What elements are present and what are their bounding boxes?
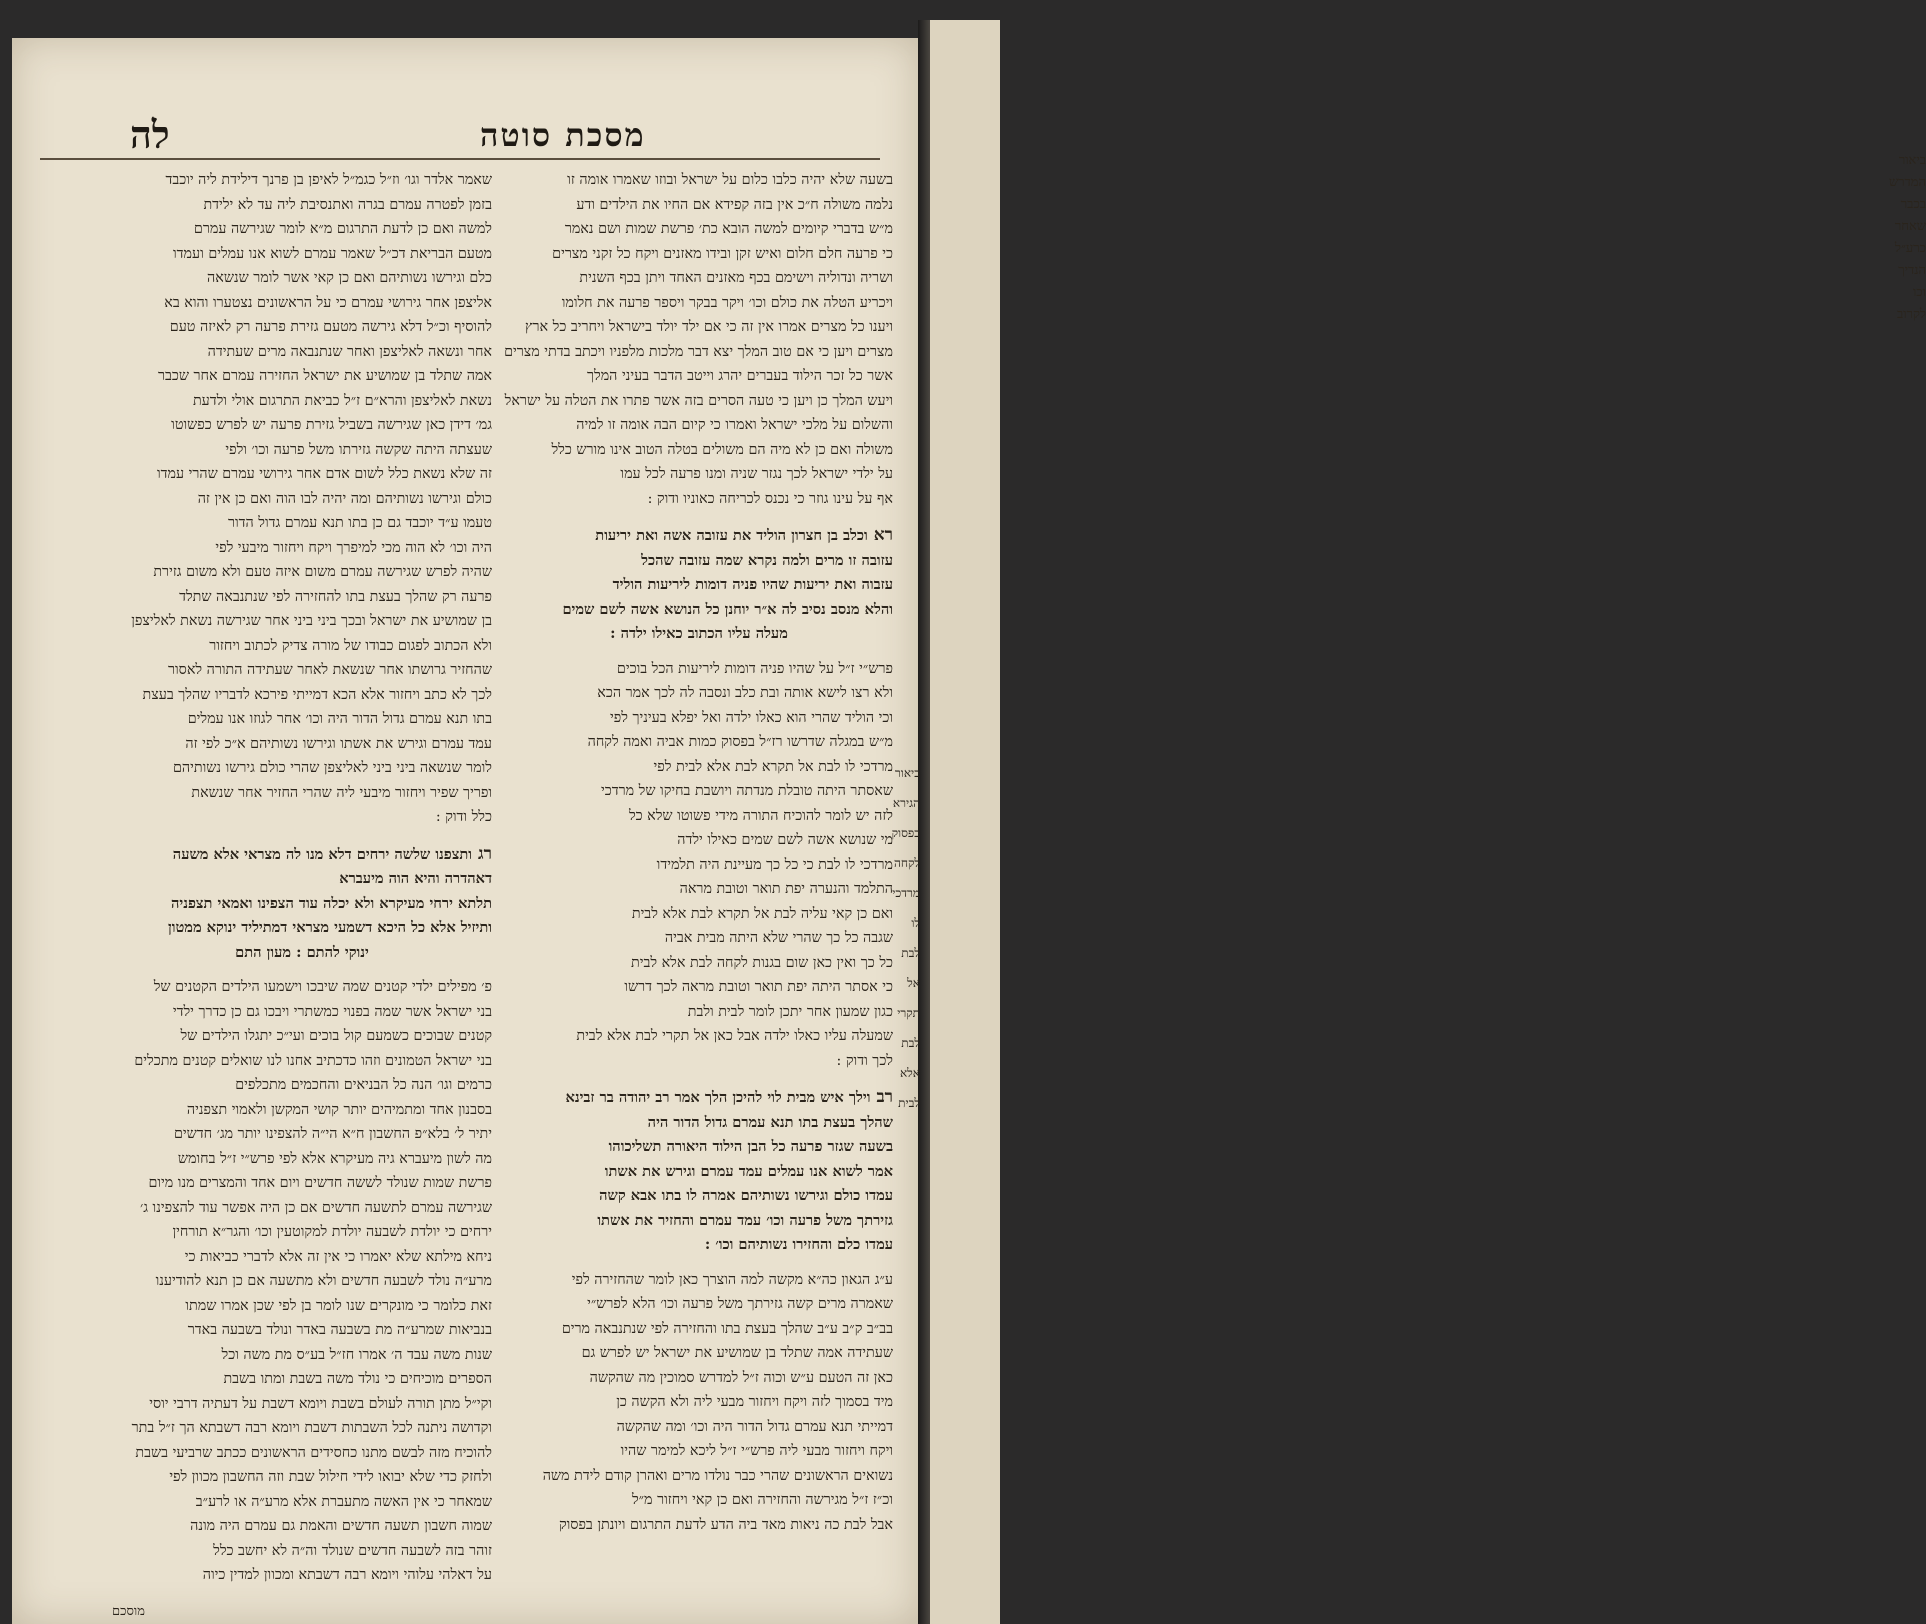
mishnah-block — [505, 523, 893, 647]
commentary-line: נשואים הראשונים שהרי כבר נולדו מרים ואהרן קודם לידת משה — [542, 1467, 893, 1484]
mishnah-block — [112, 842, 492, 966]
commentary-block — [112, 168, 492, 830]
commentary-line: ולחזק כדי שלא יבואו לידי חילול שבת וזה החשבון מכוון לפי — [169, 1469, 492, 1485]
commentary-line: ושריה ונדוליה וישימם בכף מאזנים האחד ויתן בכף השנית — [579, 270, 893, 286]
section-label: רא — [873, 525, 893, 545]
commentary-line: היה וכו׳ לא הוה מכי למיפרך ויקח ויחזור מיבעי לפי — [215, 539, 492, 556]
margin-line: לקחה — [893, 856, 920, 870]
commentary-line: שנות משה עבד ה׳ אמרו חז״ל בע״ס מת משה וכל — [221, 1346, 492, 1363]
commentary-line: שאמר אלדר וגו׳ וז״ל כגמ״ל לאיפן בן פרנך דילידת ליה יוכבד — [165, 172, 492, 188]
commentary-line: להוסיף וכ״ל דלא גירשה מטעם גזירת פרעה רק לאיזה טעם — [169, 319, 492, 335]
mishnah-line: עמדו כלם והחזירו נשותיהם וכו׳ : — [704, 1236, 893, 1253]
mishnah-line: עמדו כולם וגירשו נשותיהם אמרה לו בתו אבא קשה — [599, 1187, 893, 1204]
commentary-line: ולא הכתוב לפגום כבודו של מורה צדיק לכתוב ויחזור — [209, 637, 492, 654]
commentary-line: ויכריע הטלה את כולם וכו׳ ויקר בבקר ויספר פרעה את חלומו — [561, 294, 893, 311]
commentary-line: מרדכי לו לבת כי כל כך מעיינת היה תלמידו — [656, 856, 893, 873]
commentary-line: מצרים ויען כי אם טוב המלך יצא דבר מלכות מלפניו ויכתב בדתי מצרים — [504, 343, 893, 360]
left-column — [112, 168, 492, 1624]
next-page-edge — [930, 20, 1926, 1624]
commentary-line: ניחא מילתא שלא יאמרו כי אין זה אלא לדברי כביאות כי — [184, 1248, 492, 1265]
mishnah-line: ותצפנו שלשה ירחים דלא מנו לה מצראי אלא משעה — [172, 845, 473, 863]
gloss-line: לקרוב — [1896, 307, 1926, 322]
commentary-line: כולם וגירשו נשותיהם ומה יהיה לבו הוה ואם כן אין זה — [197, 490, 492, 507]
commentary-line: בתו תנא עמרם גדול הדור היה וכו׳ אחר לגוזו אנו עמלים — [187, 711, 492, 727]
catchword: מוסכם — [112, 1603, 145, 1619]
commentary-line: כי אסתר היתה יפת תואר וטובת מראה לכך דרשו — [624, 979, 893, 995]
mishnah-line: בשעה שגזר פרעה כל הבן הילוד היאורה תשליכוהו — [608, 1138, 893, 1155]
gloss-line: כרע״ל — [1894, 241, 1926, 256]
commentary-line: לכך ודוק : — [836, 1052, 893, 1069]
mishnah-line: ינוקי להתם : מעון התם — [235, 943, 369, 961]
commentary-line: אבל לבת כה ניאות מאד ביה הדע לדעת התרגום ויונתן בפסוק — [559, 1516, 893, 1533]
commentary-block — [112, 975, 492, 1588]
commentary-line: על ילדי ישראל לכך נגזר שניה ומנו פרעה לכל עמו — [620, 466, 893, 482]
commentary-line: מה לשון מיעברא גיה מעיקרא אלא לפי פרש״י ז״ל בחומש — [177, 1150, 492, 1167]
commentary-block — [505, 657, 893, 1074]
margin-line: בפסוק — [891, 826, 920, 840]
commentary-line: פרש״י ז״ל על שהיו פניה דומות ליריעות הכל בוכים — [616, 660, 893, 677]
commentary-line: אשר כל זכר הילוד בעברים יהרג וייטב הדבר בעיני המלך — [586, 368, 893, 384]
commentary-line: בנביאות שמרע״ה מת בשבעה באדר ונולד בשבעה באדר — [187, 1322, 492, 1338]
commentary-block — [505, 168, 893, 511]
commentary-block — [505, 1268, 893, 1538]
commentary-line: פ׳ מפילים ילדי קטנים שמה שיבכו וישמעו הילדים הקטנים של — [153, 979, 492, 995]
right-column — [505, 168, 893, 1549]
mishnah-line: עזובה זו מרים ולמה נקרא שמה עזובה שהכל — [641, 551, 893, 569]
commentary-line: התלמד והנערה יפת תואר וטובת מראה — [679, 881, 893, 897]
commentary-line: ע״ג הגאון כה״א מקשה למה הוצרך כאן לומר שהחזירה לפי — [571, 1271, 893, 1288]
commentary-line: זוהר בזה לשבעה חדשים שנולד וה״ה לא יחשב כלל — [213, 1542, 492, 1559]
commentary-line: שמאחר כי אין האשה מתעברת אלא מרע״ה או לרע״ב — [195, 1493, 492, 1510]
mishnah-block — [505, 1085, 893, 1258]
commentary-line: כי פרעה חלם חלום ואיש זקן ובידו מאזנים ויקח כל זקני מצרים — [552, 245, 893, 262]
tractate-title: מסכת סוטה — [480, 116, 646, 154]
commentary-line: בב״ב ק״ב ע״ב שהלך בעצת בתו והחזירה לפי שנתנבאה מרים — [561, 1320, 893, 1337]
mishnah-line: והלא מנסב נסיב לה א״ר יוחנן כל הנושא אשה לשם שמים — [562, 600, 893, 618]
commentary-line: מרדכי לו לבת אל תקרא לבת אלא לבית לפי — [653, 758, 893, 775]
margin-line: מרדכי — [892, 886, 920, 900]
next-page-gloss — [1866, 150, 1926, 326]
commentary-line: בשעה שלא יהיה כלבו כלום על ישראל ובוזו שאמרו אומה זו — [567, 172, 893, 188]
header-rule — [40, 158, 880, 160]
folio-number: לה — [130, 112, 170, 157]
mishnah-line: גזירתך משל פרעה וכו׳ עמד עמרם והחזיר את אשתו — [597, 1211, 893, 1229]
commentary-line: מיד בסמוך לזה ויקח ויחזור מבעי ליה ולא הקשה כן — [616, 1394, 893, 1410]
commentary-line: לומר שנשאה ביני ביני לאליצפן שהרי כולם גירשו נשותיהם — [173, 760, 492, 776]
commentary-line: שעצתה היתה שקשה גזירתו משל פרעה וכו׳ ולפי — [225, 441, 492, 458]
mishnah-line: וכלב בן חצרון הוליד את עזובה אשה ואת יריעות — [595, 527, 868, 544]
page-header — [40, 112, 880, 162]
commentary-line: וכי הוליד שהרי הוא כאלו ילדה ואל יפלא בעיניך לפי — [609, 709, 893, 726]
commentary-line: אמה שתלד בן שמושיע את ישראל החזירה עמרם אחר שכבר — [157, 368, 492, 384]
margin-line: ביאור — [894, 766, 920, 780]
commentary-line: לזה יש לומר להוכיח התורה מידי פשוטו שלא כל — [628, 807, 893, 824]
commentary-line: למשה ואם כן לדעת התרגום מ״א לומר שגירשה עמרם — [193, 221, 492, 237]
commentary-line: בסבנון אחד ומתמיהים יותר קושי המקשן ולאמוי תצפניה — [186, 1101, 492, 1118]
commentary-line: קטנים שבוכים כשמעם קול בוכים ועי״כ יתגלו הילדים של — [180, 1028, 492, 1044]
commentary-line: ופריך שפיר ויחזור מיבעי ליה שהרי החזיר אחר שנשאת — [191, 784, 492, 801]
commentary-line: כגון שמעון אחר יתכן לומר לבית ולבת — [687, 1003, 893, 1020]
gloss-line: הנדיך — [1898, 263, 1926, 278]
margin-line: לבת — [901, 1036, 920, 1050]
mishnah-line: אמר לשוא אנו עמלים עמד עמרם וגירש את אשתו — [604, 1162, 893, 1180]
margin-line: לבית — [898, 1096, 920, 1110]
commentary-line: דמייתי תנא עמרם גדול הדור היה וכו׳ ומה שהקשה — [616, 1418, 893, 1435]
commentary-line: מטעם הבריאת דכ״ל שאמר עמרם לשוא אנו עמלים ועמדו — [173, 245, 492, 262]
mishnah-line: עזבוה ואת יריעות שהיו פניה דומות ליריעות הוליד — [612, 576, 893, 593]
commentary-line: ירחים כי יולדת לשבעה יולדת למקוטעין וכו׳ והגר״א תורחין — [172, 1224, 492, 1240]
commentary-line: ולא רצו לישא אותה ובת כלב ונסבה לה לכך אמר הכא — [597, 685, 893, 701]
commentary-line: בן שמושיע את ישראל ובכך ביני ביני אחר שגירשה נשאת לאליצפן — [131, 613, 492, 629]
mishnah-line: דאהדרה והיא הוה מיעברא — [339, 870, 492, 887]
commentary-line: מ״ש בדברי קיומים למשה הובא כת׳ פרשת שמות ושם נאמר — [564, 221, 893, 237]
commentary-line: והשלום על מלכי ישראל ואמרו כי קיום הבה אומה זו למיה — [576, 417, 893, 433]
commentary-line: ואם כן קאי עליה לבת אל תקרא לבת אלא לבית — [631, 905, 893, 922]
mishnah-line: וילך איש מבית לוי להיכן הלך אמר רב יהודה בר זבינא — [565, 1089, 871, 1106]
commentary-line: לכך לא כתב ויחזור אלא הכא דמייתי פירכא לדבריו שהלך בעצת — [142, 686, 492, 703]
commentary-line: זה שלא נשאת כלל לשום אדם אחר גירושי עמרם שהרי עמדו — [156, 466, 492, 482]
commentary-line: שאמרה מרים קשה גזירתך משל פרעה וכו׳ הלא לפרש״י — [587, 1296, 893, 1312]
commentary-line: בני ישראל הטמונים וזהו כדכתיב אחנו לנו שואלים קטנים מתכלים — [134, 1052, 492, 1069]
gloss-line: וכו — [1912, 285, 1926, 300]
commentary-line: אליצפן אחר גירושי עמרם כי על הראשונים נצטערו והוא בא — [164, 294, 492, 311]
commentary-line: יתיר ל׳ בלא״פ החשבון ח״א הי״ה להצפינו יותר מג׳ חדשים — [173, 1126, 492, 1142]
commentary-line: אף על עינו גוזר כי נכנס לכריחה כאוניו ודוק : — [647, 490, 893, 507]
commentary-line: מי שנושא אשה לשם שמים כאילו ילדה — [677, 832, 893, 848]
section-label: רב — [876, 1087, 893, 1107]
gloss-line: שאחר — [1894, 219, 1926, 234]
commentary-line: כל כך ואין כאן שום בגנות לקחה לבת אלא לבית — [631, 954, 893, 971]
mishnah-line: ותיזיל אלא כל היכא דשמעי מצראי דמתיליד ינוקא ממטון — [168, 919, 492, 936]
commentary-line: ויקח ויחזור מבעי ליה פרש״י ז״ל ליכא למימר שהיו — [620, 1443, 893, 1459]
commentary-line: שגירשה עמרם לתשעה חדשים אם כן היה אפשר עוד להצפינו ג׳ — [139, 1199, 492, 1216]
commentary-line: שעתידה אמה שתלד בן שמושיע את ישראל יש לפרש גם — [581, 1345, 893, 1361]
commentary-line: מרע״ה נולד לשבעה חדשים ולא מתשעה אם כן תנא להודיענו — [155, 1273, 492, 1289]
margin-line: אלא — [899, 1066, 920, 1080]
commentary-line: הספרים מוכיחים כי נולד משה בשבת ומתו בשבת — [223, 1371, 492, 1387]
margin-note — [891, 758, 920, 1118]
margin-line: אל תקרי — [897, 976, 920, 1020]
mishnah-line: שהלך בעצת בתו תנא עמרם גדול הדור היה — [647, 1113, 893, 1131]
gloss-line: המדרש — [1888, 175, 1926, 190]
commentary-line: זאת כלומר כי מונקרים שנו לומר בן לפי שכן אמרו שמתו — [185, 1297, 492, 1314]
commentary-line: וקדושה ניתנה לכל השבתות דשבת ויומא רבה דשבתא הך ז״ל בתר — [131, 1420, 492, 1436]
commentary-line: וכ״ז ז״ל מגירשה והחזירה ואם כן קאי ויחזור מ״ל — [631, 1492, 893, 1508]
commentary-line: אחר ונשאה לאליצפן ואחר שנתנבאה מרים שעתידה — [207, 343, 492, 360]
commentary-line: נלמה משולה ח״כ אין בזה קפידא אם החיו את הילדים ודע — [576, 196, 893, 213]
commentary-line: בזמן לפטרה עמרם בגרה ואתנסיבת ליה עד לא ילידת — [203, 196, 492, 213]
gloss-line: בכבר — [1900, 197, 1926, 212]
commentary-line: כאן זה הטעם ע״ש וכוה ז״ל למדרש סמוכין מה שהקשה — [589, 1369, 893, 1386]
commentary-line: כרמים וגו׳ הנה כל הבניאים והחכמים מתכלפים — [235, 1077, 492, 1093]
commentary-line: וקי״ל מתן תורה לעולם בשבת ויומא דשבת על דעתיה דרבי יוסי — [149, 1395, 492, 1412]
commentary-line: שהחזיר גרושתו אחר שנשאת לאחר שעתידה התורה לאסור — [168, 662, 492, 678]
mishnah-line: מעלה עליו הכתוב כאילו ילדה : — [610, 625, 788, 642]
commentary-line: גמ׳ דידן כאן שגירשה בשביל גזירת פרעה יש לפרש כפשוטו — [171, 417, 492, 433]
commentary-line: טעמו ע״ד יוכבד גם כן בתו תנא עמרם גדול הדור — [227, 515, 492, 531]
commentary-line: כלם וגירשו נשותיהם ואם כן קאי אשר לומר שנשאה — [207, 270, 492, 286]
commentary-line: להוכיח מזה לבשם מתנו כחסידים הראשונים ככתב שרביעי בשבת — [135, 1444, 492, 1461]
commentary-line: שמעלה עליו כאלו ילדה אבל כאן אל תקרי לבת אלא לבית — [576, 1028, 893, 1044]
commentary-line: עמד עמרם וגירש את אשתו וגירשו נשותיהם א״כ לפי זה — [185, 735, 492, 752]
commentary-line: פרעה רק שהלך בעצת בתו להחזירה לפי שנתנבאה שתלד — [179, 588, 492, 605]
section-label: רג — [478, 843, 492, 864]
commentary-line: פרשת שמות שנולד לששה חדשים ויום אחד והמצרים מנו מיום — [148, 1175, 492, 1191]
margin-line: לו לבת — [901, 916, 920, 960]
commentary-line: מ״ש במגלה שדרשו רז״ל בפסוק כמות אביה ואמה לקחה — [587, 734, 893, 750]
commentary-line: שמוה חשבון תשעה חדשים והאמת גם עמרם היה מונה — [190, 1518, 492, 1534]
commentary-line: ויענו כל מצרים אמרו אין זה כי אם ילד יולד בישראל ויחריב כל ארץ — [525, 319, 893, 335]
commentary-line: כלל ודוק : — [435, 809, 492, 825]
commentary-line: משולה ואם כן לא מיה הם משולים בטלה הטוב אינו מורש כלל — [551, 441, 893, 458]
commentary-line: שגבה כל כך שהרי שלא היתה מבית אביה — [664, 930, 893, 946]
mishnah-line: תלתא ירחי מעיקרא ולא יכלה עוד הצפינו ואמאי תצפניה — [171, 894, 492, 912]
commentary-line: ויעש המלך כן ויען כי טעה הסרים בזה אשר פתרו את הטלה על ישראל — [504, 392, 893, 409]
commentary-line: שאסתר היתה טובלת מנדתה ויושבת בחיקו של מרדכי — [601, 783, 893, 799]
margin-line: הגירא — [892, 796, 920, 810]
commentary-line: שהיה לפרש שגירשה עמרם משום איזה טעם ולא משום גזירת — [153, 564, 492, 580]
commentary-line: על דאלהי עלוהי ויומא רבה דשבתא ומכוון למדין כיוה — [202, 1567, 492, 1583]
commentary-line: בני ישראל אשר שמה בפנוי כמשתרי ויבכו גם כן כדרך ילדי — [172, 1003, 492, 1020]
commentary-line: נשאת לאליצפן והרא״ם ז״ל כביאת התרגום אולי ולדעת — [192, 392, 492, 409]
gloss-line: ביאור — [1898, 153, 1926, 168]
